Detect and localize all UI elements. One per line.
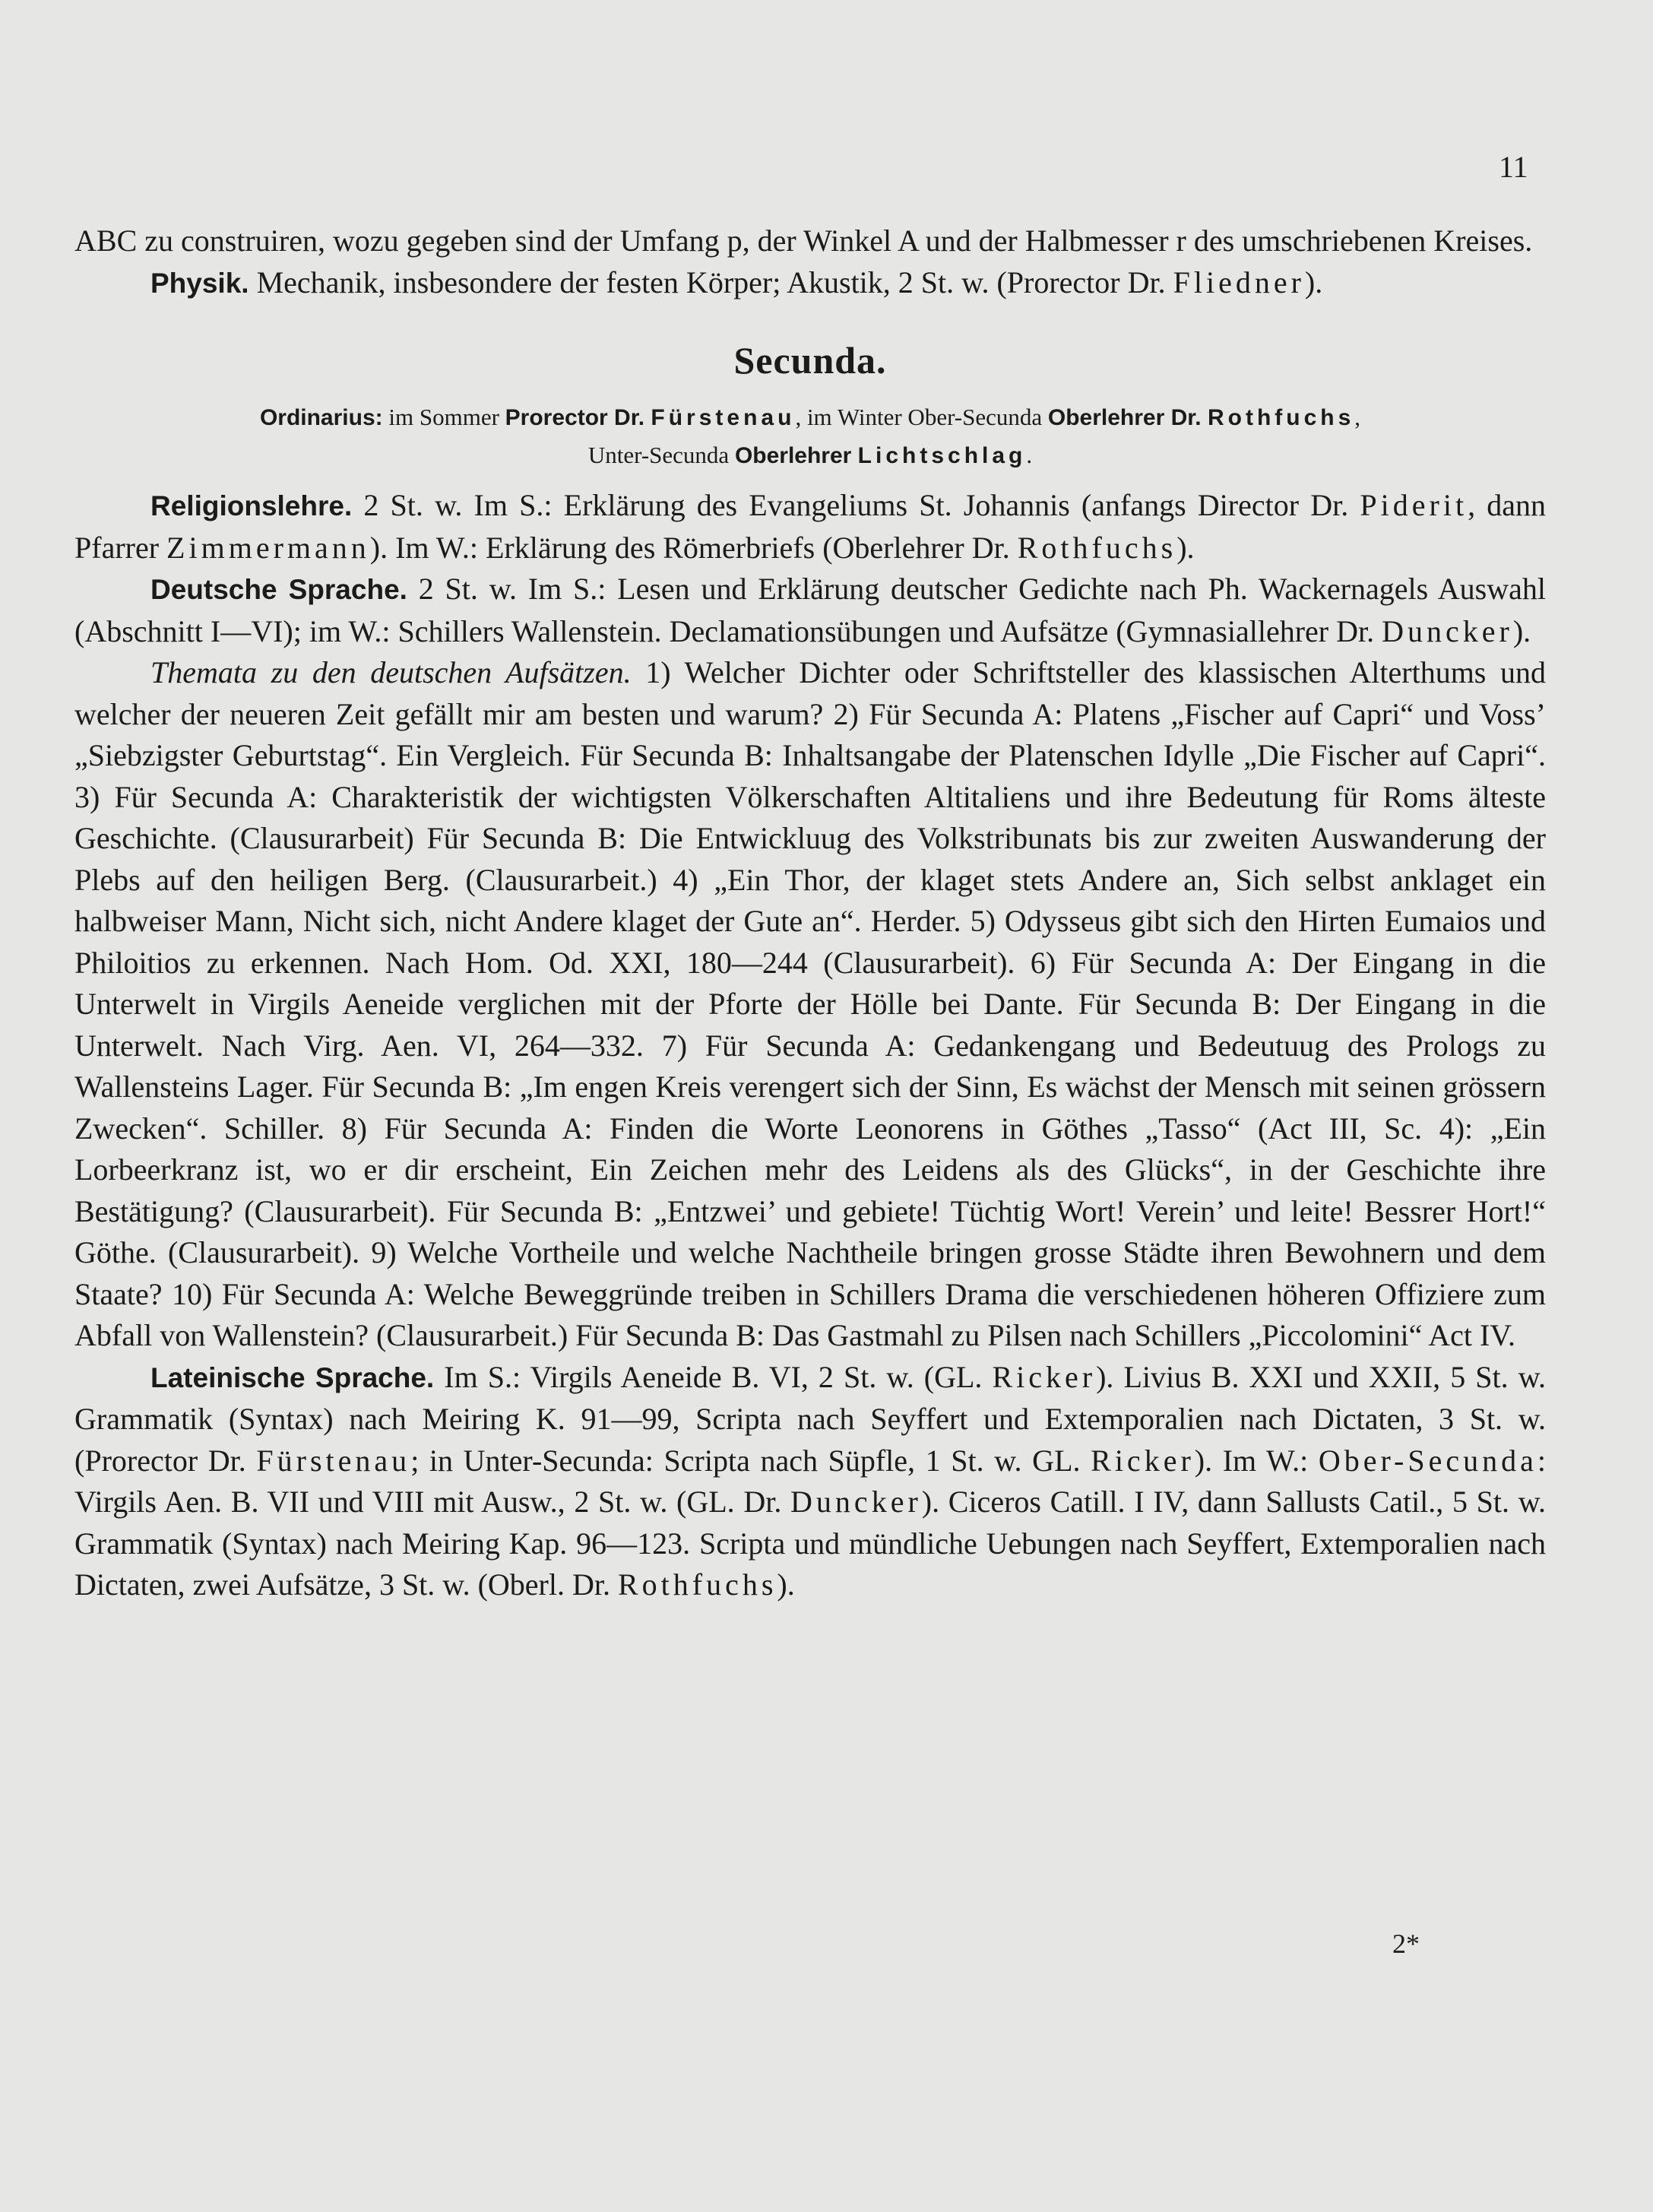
text-column: [74, 220, 1546, 1606]
section-title: Secunda.: [733, 339, 887, 382]
physik-paragraph: Physik. Mechanik, insbesondere der festen Körper; Akustik, 2 St. w. (Prorector Dr. Fliedner).: [150, 265, 1323, 299]
themata-label: Themata zu den deutschen Aufsätzen.: [150, 655, 632, 689]
deutsch-paragraph: Deutsche Sprache. 2 St. w. Im S.: Lesen und Erklärung deutscher Gedichte nach Ph. Wackernagels Auswahl (Abschnitt I—VI); im W.: Schillers Wallenstein. Declamationsübungen und Aufsätze (Gymnasiallehrer Dr. Duncker).: [74, 572, 1546, 648]
page-number: 11: [1499, 150, 1528, 184]
latein-paragraph: Lateinische Sprache. Im S.: Virgils Aeneide B. VI, 2 St. w. (GL. Ricker). Livius B. XXI und XXII, 5 St. w. Grammatik (Syntax) nach Meiring K. 91—99, Scripta nach Seyffert und Extemporalien nach Dictaten, 3 St. w. (Prorector Dr. Fürstenau; in Unter-Secunda: Scripta nach Süpfle, 1 St. w. GL. Ricker). Im W.: Ober-Secunda: Virgils Aen. B. VII und VIII mit Ausw., 2 St. w. (GL. Dr. Duncker). Ciceros Catill. I IV, dann Sallusts Catil., 5 St. w. Grammatik (Syntax) nach Meiring Kap. 96—123. Scripta und mündliche Uebungen nach Seyffert, Extemporalien nach Dictaten, zwei Aufsätze, 3 St. w. (Oberl. Dr. Rothfuchs).: [74, 1359, 1547, 1602]
signature-mark: 2*: [1392, 1928, 1420, 1959]
religion-paragraph: Religionslehre. 2 St. w. Im S.: Erklärung des Evangeliums St. Johannis (anfangs Director Dr. Piderit, dann Pfarrer Zimmermann). Im W.: Erklärung des Römerbriefs (Oberlehrer Dr. Rothfuchs).: [74, 488, 1546, 565]
ordinarius-line: Ordinarius: im Sommer Prorector Dr. Fürstenau, im Winter Ober-Secunda Oberlehrer Dr. Rothfuchs, Unter-Secunda Oberlehrer Lichtschlag.: [259, 404, 1361, 468]
religion-heading: Religionslehre.: [150, 490, 353, 521]
latein-heading: Lateinische Sprache.: [150, 1361, 435, 1393]
deutsch-heading: Deutsche Sprache.: [150, 574, 407, 605]
physik-heading: Physik.: [150, 267, 249, 299]
themata-paragraph: Themata zu den deutschen Aufsätzen. 1) Welcher Dichter oder Schriftsteller des klassischen Alterthums und welcher der neueren Zeit gefällt mir am besten und warum? 2) Für Secunda A: Platens „Fischer auf Capri“ und Voss’ „Siebzigster Geburtstag“. Ein Vergleich. Für Secunda B: Inhaltsangabe der Platenschen Idylle „Die Fischer auf Capri“. 3) Für Secunda A: Charakteristik der wichtigsten Völkerschaften Altitaliens und ihre Bedeutung für Roms älteste Geschichte. (Clausurarbeit) Für Secunda B: Die Entwickluug des Volkstribunats bis zur zweiten Auswanderung der Plebs auf den heiligen Berg. (Clausurarbeit.) 4) „Ein Thor, der klaget stets Andere an, Sich selbst anklaget ein halbweiser Mann, Nicht sich, nicht Andere klaget der Gute an“. Herder. 5) Odysseus gibt sich den Hirten Eumaios und Philoitios zu erkennen. Nach Hom. Od. XXI, 180—244 (Clausurarbeit). 6) Für Secunda A: Der Eingang in die Unterwelt in Virgils Aeneide verglichen mit der Pforte der Hölle bei Dante. Für Secunda B: Der Eingang in die Unterwelt. Nach Virg. Aen. VI, 264—332. 7) Für Secunda A: Gedankengang und Bedeutuug des Prologs zu Wallensteins Lager. Für Secunda B: „Im engen Kreis verengert sich der Sinn, Es wächst der Mensch mit seinen grössern Zwecken“. Schiller. 8) Für Secunda A: Finden die Worte Leonorens in Göthes „Tasso“ (Act III, Sc. 4): „Ein Lorbeerkranz ist, wo er dir erscheint, Ein Zeichen mehr des Leidens als des Glücks“, in der Geschichte ihre Bestätigung? (Clausurarbeit). Für Secunda B: „Entzwei’ und gebiete! Tüchtig Wort! Verein’ und leite! Bessrer Hort!“ Göthe. (Clausurarbeit). 9) Welche Vortheile und welche Nachtheile bringen grosse Städte ihren Bewohnern und dem Staate? 10) Für Secunda A: Welche Beweggründe treiben in Schillers Drama die verschiedenen höheren Offiziere zum Abfall von Wallenstein? (Clausurarbeit.) Für Secunda B: Das Gastmahl zu Pilsen nach Schillers „Piccolomini“ Act IV.: [74, 655, 1546, 1352]
intro-paragraph: ABC zu construiren, wozu gegeben sind der Umfang p, der Winkel A und der Halbmesser r des umschriebenen Kreises.: [74, 223, 1533, 258]
